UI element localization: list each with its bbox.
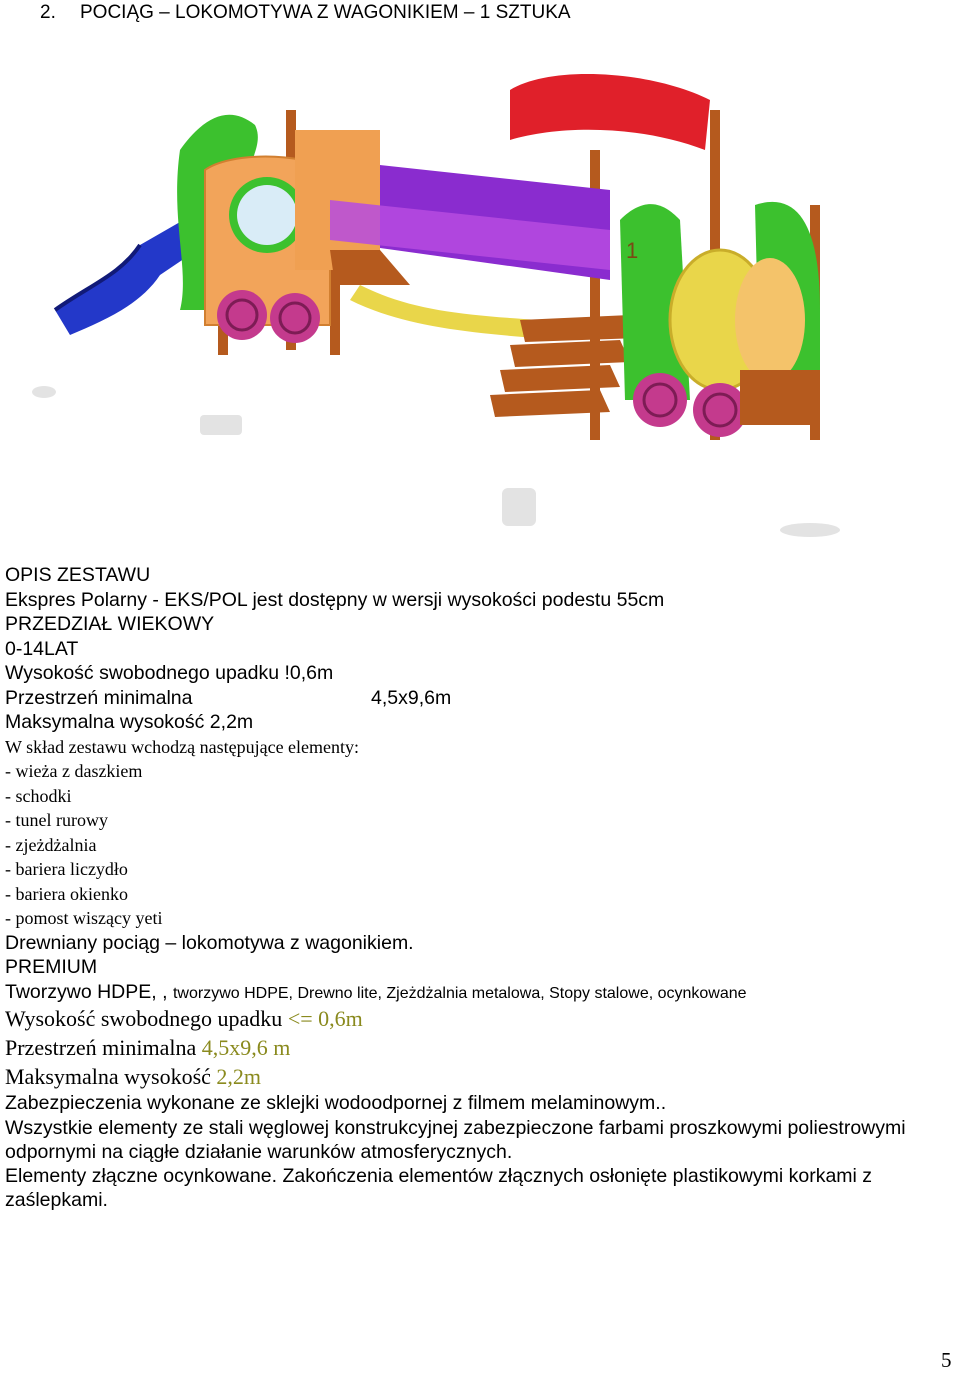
stal-paragraph: Wszystkie elementy ze stali węglowej konstrukcyjnej zabezpieczone farbami proszkowymi poliestrowymi odpornymi na ciągłe działanie warunków atmosferycznych. bbox=[5, 1116, 906, 1163]
opis-zestawu: OPIS ZESTAWU bbox=[5, 564, 151, 586]
hanging-bridge bbox=[350, 285, 540, 338]
section-heading bbox=[40, 2, 571, 24]
list-item: - bariera liczydło bbox=[5, 859, 128, 879]
upadek-line bbox=[5, 1004, 955, 1033]
zabezpieczenia: Zabezpieczenia wykonane ze sklejki wodoodpornej z filmem melaminowym.. bbox=[5, 1092, 667, 1114]
przestrzen-value: 4,5x9,6m bbox=[371, 686, 452, 709]
ekspres-line: Ekspres Polarny - EKS/POL jest dostępny w wersji wysokości podestu 55cm bbox=[5, 588, 665, 611]
red-roof bbox=[510, 74, 710, 150]
maksymalna-wysokosc: Maksymalna wysokość 2,2m bbox=[5, 711, 254, 733]
list-item: - bariera okienko bbox=[5, 883, 128, 904]
upadek-label: Wysokość swobodnego upadku bbox=[5, 1006, 283, 1031]
upadek-value: <= 0,6m bbox=[287, 1006, 363, 1031]
description-block bbox=[5, 563, 955, 1212]
page-number: 5 bbox=[941, 1348, 952, 1372]
przestrzen2-value: 4,5x9,6 m bbox=[201, 1035, 291, 1060]
playground-train-illustration bbox=[30, 70, 950, 550]
tworzywo-line bbox=[5, 980, 955, 1005]
heading-title: POCIĄG – LOKOMOTYWA Z WAGONIKIEM – 1 SZTUKA bbox=[80, 2, 571, 23]
przestrzen-label: Przestrzeń minimalna bbox=[5, 686, 193, 709]
przestrzen-minimalna bbox=[5, 686, 955, 711]
przedzial-wiekowy: PRZEDZIAŁ WIEKOWY bbox=[5, 613, 215, 635]
zlaczne-paragraph: Elementy złączne ocynkowane. Zakończenia elementów złącznych osłonięte plastikowymi korkami z zaślepkami. bbox=[5, 1164, 873, 1211]
list-item: - pomost wiszący yeti bbox=[5, 908, 163, 928]
list-item: - zjeżdżalnia bbox=[5, 834, 97, 855]
heading-number: 2. bbox=[40, 2, 56, 23]
premium: PREMIUM bbox=[5, 956, 98, 978]
list-item: - wieża z daszkiem bbox=[5, 761, 143, 781]
maks2-value: 2,2m bbox=[216, 1064, 262, 1089]
slide bbox=[55, 222, 200, 335]
elementy-intro: W skład zestawu wchodzą następujące elementy: bbox=[5, 736, 360, 757]
drewniany-pociag: Drewniany pociąg – lokomotywa z wagonikiem. bbox=[5, 931, 414, 954]
wysokosc-upadku: Wysokość swobodnego upadku !0,6m bbox=[5, 662, 334, 684]
przestrzen2-line bbox=[5, 1033, 955, 1062]
tworzywo-a: Tworzywo HDPE, , bbox=[5, 980, 168, 1003]
maks2-label: Maksymalna wysokość bbox=[5, 1064, 211, 1089]
platform bbox=[330, 250, 410, 285]
maks2-line bbox=[5, 1062, 955, 1091]
przestrzen2-label: Przestrzeń minimalna bbox=[5, 1035, 197, 1060]
list-item: - tunel rurowy bbox=[5, 810, 108, 830]
list-item: - schodki bbox=[5, 785, 72, 806]
panel-digit: 1 bbox=[626, 238, 639, 263]
wiek: 0-14LAT bbox=[5, 637, 79, 660]
tworzywo-b: tworzywo HDPE, Drewno lite, Zjeżdżalnia metalowa, Stopy stalowe, ocynkowane bbox=[172, 984, 747, 1002]
